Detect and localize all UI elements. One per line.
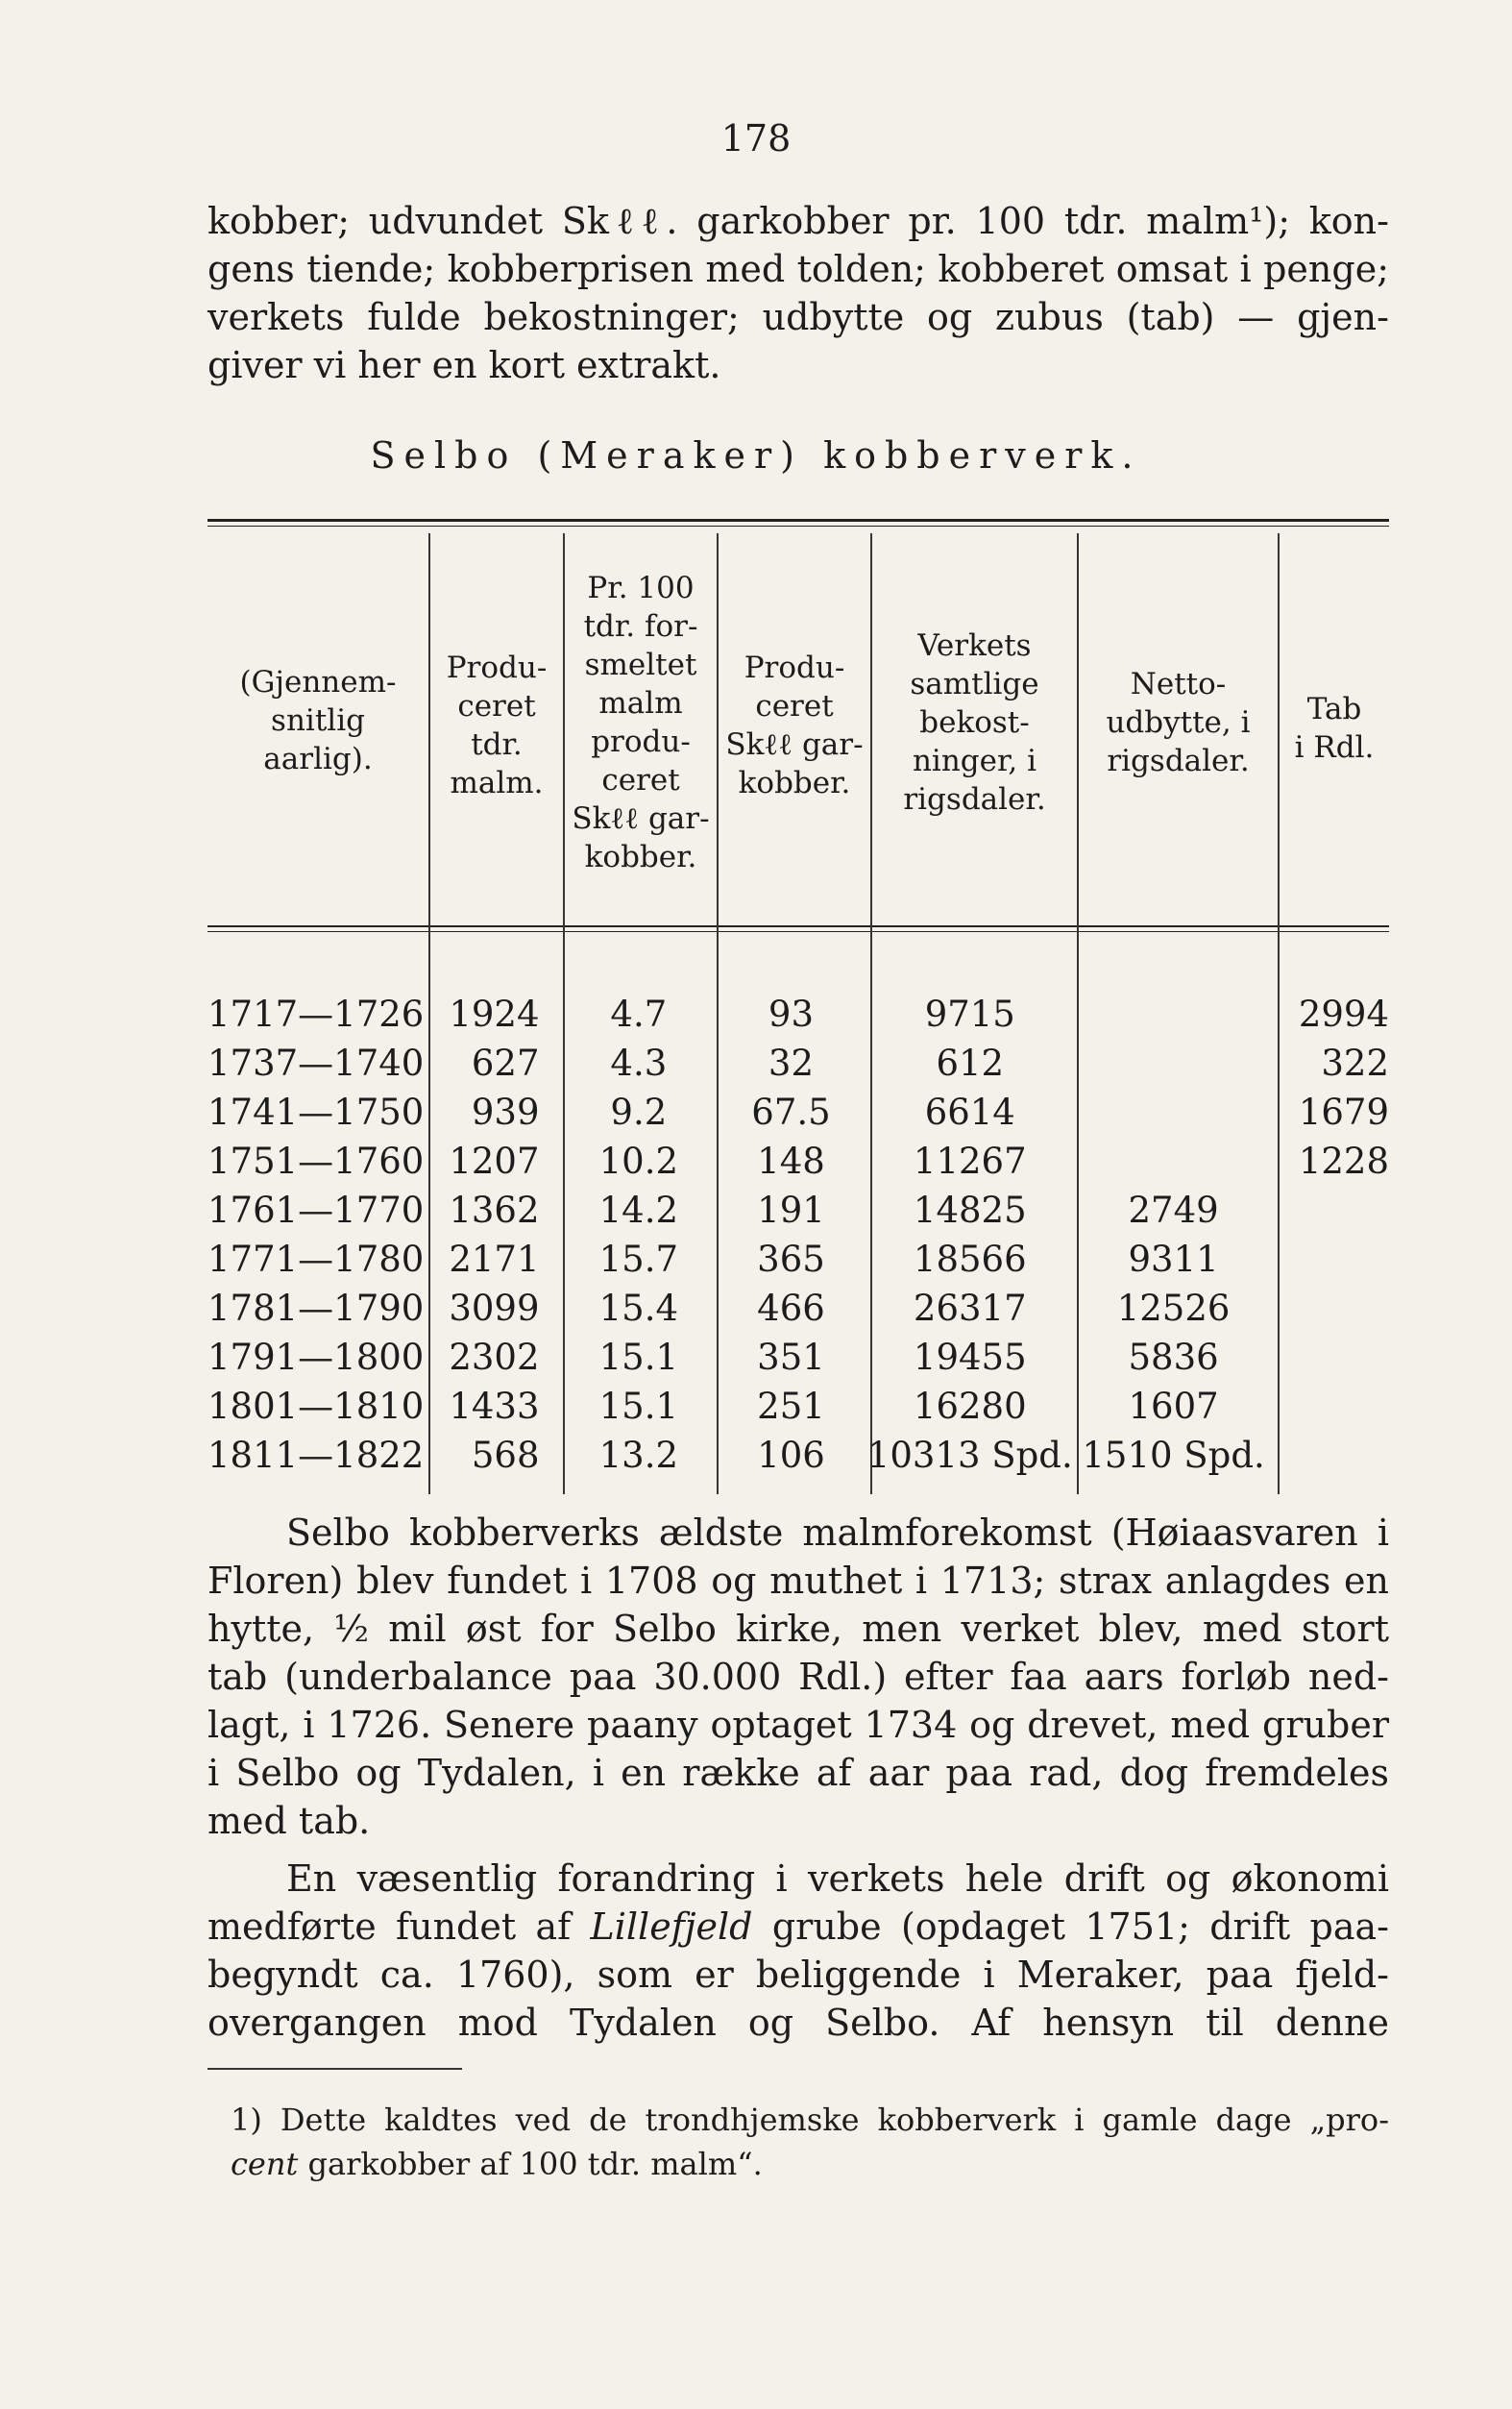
table-cell: 191 [757,1190,825,1231]
table-row [207,1186,1389,1235]
table-cell: 9715 [924,994,1015,1035]
table-cell: 1433 [449,1386,540,1427]
table-cell: 12526 [1116,1288,1231,1329]
table-cell [1274,1382,1389,1431]
italic-term: Lillefjeld [590,1905,753,1948]
table-cell [1274,1431,1389,1480]
footnote-line [231,2142,1389,2186]
text-line [207,1903,1389,1951]
table-row [207,1088,1389,1137]
italic-term: cent [231,2146,299,2182]
table-row [207,1284,1389,1333]
table-row [207,1382,1389,1431]
table-cell: 15.7 [598,1239,679,1280]
table-top-rule [207,519,1389,522]
table-cell: 15.4 [598,1288,679,1329]
table-cell: 14825 [913,1190,1027,1231]
table-cell: 1679 [1298,1092,1389,1133]
table-cell: 1717—1726 [207,994,425,1035]
table-cell: 939 [471,1092,540,1133]
table-cell: 351 [757,1337,825,1378]
table-cell [1073,1088,1275,1137]
table-row [207,990,1389,1039]
table-cell: 1751—1760 [207,1141,425,1182]
table-cell: 2302 [449,1337,540,1378]
table-row [207,1431,1389,1480]
table-header: Produ- ceret Skℓℓ gar- kobber. [725,651,864,800]
text-line: Floren) blev fundet i 1708 og muthet i 1713; strax anlagdes en [207,1560,1389,1602]
footnote-rule [207,2068,462,2070]
table-header: Produ- ceret tdr. malm. [446,651,548,800]
table-cell: 627 [471,1043,540,1084]
table-cell: 1737—1740 [207,1043,425,1084]
table-cell: 1510 Spd. [1082,1435,1265,1476]
table-cell: 3099 [449,1288,540,1329]
table-header: Verkets samtlige bekost- ninger, i rigsdaler. [903,628,1046,817]
table-cell: 15.1 [598,1386,679,1427]
text-line: begyndt ca. 1760), som er beliggende i Meraker, paa fjeld- [207,1954,1389,1996]
table-cell: 67.5 [751,1092,831,1133]
table-cell: 15.1 [598,1337,679,1378]
table-cell: 18566 [913,1239,1027,1280]
table-cell [1274,1235,1389,1284]
table-cell: 1607 [1128,1386,1219,1427]
table-header-rule-thin [207,931,1389,932]
table-cell: 9311 [1128,1239,1219,1280]
table-header: Tab i Rdl. [1294,692,1375,765]
table-cell: 19455 [913,1337,1027,1378]
table-header: Netto- udbytte, i rigsdaler. [1106,667,1251,778]
table-cell: 1207 [449,1141,540,1182]
table-cell: 1771—1780 [207,1239,425,1280]
table-cell: 11267 [913,1141,1027,1182]
text-line: giver vi her en kort extrakt. [207,344,721,386]
table-cell: 10313 Spd. [866,1435,1073,1476]
table-cell: 10.2 [598,1141,679,1182]
text-line: verkets fulde bekostninger; udbytte og zubus (tab) — gjen- [207,296,1389,338]
table-cell: 1811—1822 [207,1435,425,1476]
table-cell: 1924 [449,994,540,1035]
footnote [231,2098,1389,2186]
table-cell: 251 [757,1386,825,1427]
table-cell: 5836 [1128,1337,1219,1378]
table-cell: 6614 [924,1092,1015,1133]
table-cell [1274,1333,1389,1382]
table-cell: 1228 [1298,1141,1389,1182]
table-header: (Gjennem- snitlig aarlig). [239,665,397,776]
text-line: i Selbo og Tydalen, i en række af aar paa rad, dog fremdeles [207,1752,1389,1794]
table-cell: 2171 [449,1239,540,1280]
table-cell [1073,1039,1275,1088]
table-cell: 322 [1321,1043,1389,1084]
text-line: hytte, ½ mil øst for Selbo kirke, men verket blev, med stort [207,1608,1389,1650]
text-line: kobber; udvundet Skℓℓ. garkobber pr. 100 tdr. malm¹); kon- [207,200,1389,242]
table-top-rule-thin [207,526,1389,527]
table-cell: 14.2 [598,1190,679,1231]
text-line: tab (underbalance paa 30.000 Rdl.) efter faa aars forløb ned- [207,1656,1389,1698]
table-cell: 13.2 [598,1435,679,1476]
table-cell: 1801—1810 [207,1386,425,1427]
paragraph-2 [207,1855,1389,2047]
table-cell: 9.2 [610,1092,668,1133]
table-cell: 365 [757,1239,825,1280]
table-cell: 26317 [913,1288,1027,1329]
table-cell: 1781—1790 [207,1288,425,1329]
section-title: Selbo (Meraker) kobberverk. [370,434,1142,477]
table-cell: 16280 [913,1386,1027,1427]
intro-paragraph [207,197,1389,389]
table-row [207,1235,1389,1284]
table-cell: 2749 [1128,1190,1219,1231]
table-cell [1274,1186,1389,1235]
table-row [207,1039,1389,1088]
table-cell: 148 [757,1141,825,1182]
table-cell: 2994 [1298,994,1389,1035]
table-cell [1274,1284,1389,1333]
text-line: gens tiende; kobberprisen med tolden; kobberet omsat i penge; [207,248,1389,290]
table-cell: 466 [757,1288,825,1329]
text-segment: garkobber af 100 tdr. malm“. [298,2146,763,2182]
table-cell: 1741—1750 [207,1092,425,1133]
table-cell: 4.7 [610,994,668,1035]
table-cell: 1362 [449,1190,540,1231]
text-line: overgangen mod Tydalen og Selbo. Af hensyn til denne [207,2002,1389,2044]
table-cell: 93 [768,994,815,1035]
text-line: En væsentlig forandring i verkets hele drift og økonomi [286,1857,1389,1900]
table-header: Pr. 100 tdr. for- smeltet malm produ- ceret Skℓℓ gar- kobber. [572,571,710,874]
table-cell: 32 [768,1043,815,1084]
table-cell: 4.3 [610,1043,668,1084]
table-cell: 106 [757,1435,825,1476]
table-row [207,1333,1389,1382]
text-segment: medførte fundet af [207,1905,591,1948]
table-cell: 1761—1770 [207,1190,425,1231]
page-number: 178 [720,117,792,160]
paragraph-1 [207,1509,1389,1845]
table-cell: 1791—1800 [207,1337,425,1378]
table-cell: 568 [471,1435,540,1476]
text-line: Selbo kobberverks ældste malmforekomst (Høiaasvaren i [286,1512,1389,1554]
data-table [207,990,1389,1480]
table-cell [1073,1137,1275,1186]
text-line: med tab. [207,1800,371,1842]
table-cell: 612 [936,1043,1005,1084]
text-line: lagt, i 1726. Senere paany optaget 1734 og drevet, med gruber [207,1704,1389,1746]
table-header-rule [207,925,1389,927]
table-cell [1073,990,1275,1039]
text-segment: grube (opdaget 1751; drift paa- [752,1905,1389,1948]
footnote-line [231,2098,1389,2142]
table-row [207,1137,1389,1186]
text-segment: Dette kaldtes ved de trondhjemske kobberverk i gamle dage „pro- [280,2102,1390,2138]
footnote-marker: 1) [231,2102,262,2138]
